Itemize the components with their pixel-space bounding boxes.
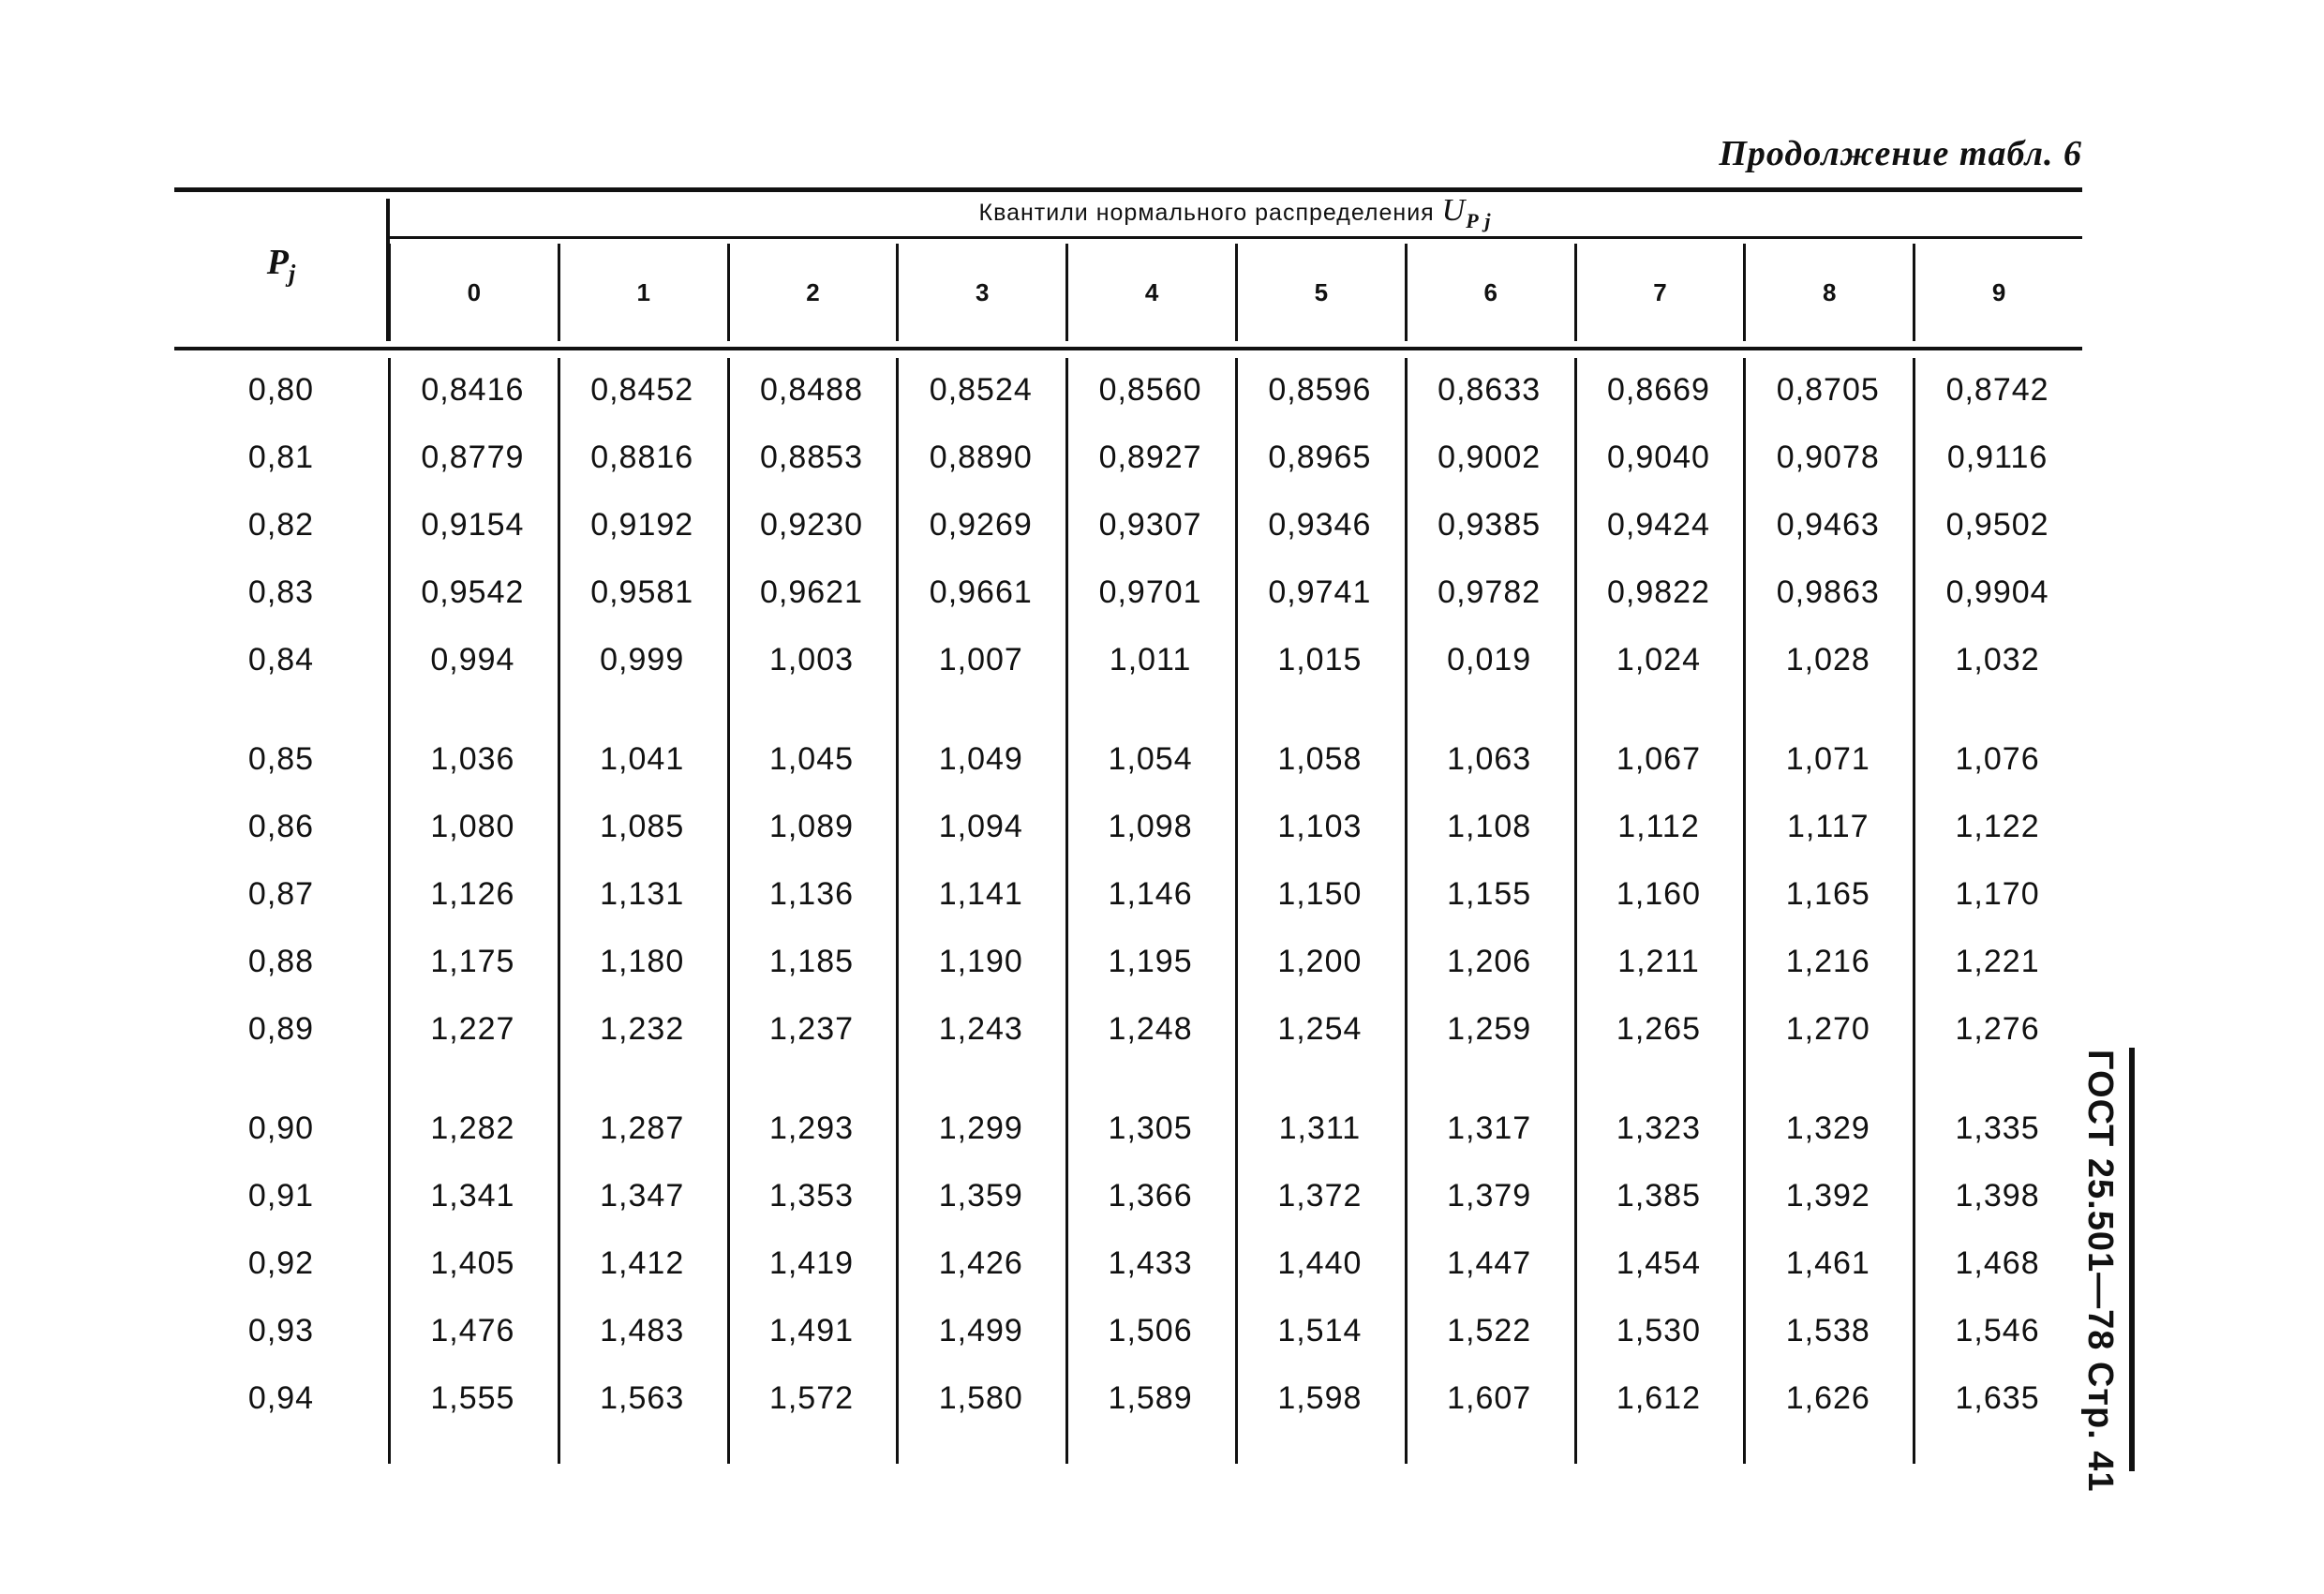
quantile-cell: 0,8560 [1098,371,1202,408]
quantile-cell: 1,054 [1108,740,1193,777]
side-label-bar [2129,1048,2135,1471]
quantile-cell: 1,155 [1447,875,1532,912]
quantile-cell: 0,9661 [929,574,1033,610]
quantile-cell: 1,089 [768,808,855,844]
quantile-cell: 1,589 [1108,1379,1193,1416]
quantile-cell: 1,259 [1447,1010,1532,1047]
quantile-cell: 1,379 [1447,1177,1532,1214]
quantile-cell: 1,117 [1786,808,1870,844]
quantile-cell: 0,9154 [421,506,525,543]
quantile-cell: 1,282 [430,1110,515,1146]
quantile-cell: 1,243 [938,1010,1023,1047]
quantile-cell: 0,8816 [590,439,694,475]
quantile-cell: 0,8596 [1268,371,1372,408]
header-sub-rule [388,236,2082,239]
table-row [174,559,2082,626]
quantile-cell: 0,8742 [1945,371,2049,408]
quantile-cell: 1,293 [768,1110,855,1146]
quantile-cell: 1,522 [1447,1312,1532,1348]
quantile-cell: 1,211 [1617,943,1700,979]
quantile-cell: 1,122 [1955,808,2040,844]
probability-cell: 0,88 [247,943,315,979]
quantile-cell: 1,071 [1785,740,1870,777]
quantiles-group-header: Квантили нормального распределения $U_{P j}$ [978,193,1492,232]
quantile-cell: 0,8669 [1606,371,1710,408]
probability-cell: 0,92 [247,1244,315,1281]
quantile-cell: 1,433 [1108,1244,1193,1281]
quantile-cell: 1,335 [1955,1110,2040,1146]
quantile-cell: 1,353 [768,1177,855,1214]
quantile-cell: 1,311 [1278,1110,1362,1146]
quantile-cell: 1,041 [600,740,685,777]
quantile-cell: 1,098 [1108,808,1193,844]
quantile-cell: 0,8452 [590,371,694,408]
quantile-cell: 1,483 [600,1312,685,1348]
quantile-cell: 1,011 [1109,641,1192,678]
table-row [174,1364,2082,1432]
quantile-cell: 0,8779 [421,439,525,475]
quantile-cell: 1,440 [1277,1244,1363,1281]
table-top-rule [174,187,2082,192]
quantile-cell: 1,392 [1785,1177,1870,1214]
quantile-cell: 1,468 [1955,1244,2040,1281]
quantile-cell: 0,9307 [1098,506,1202,543]
quantile-cell: 0,9502 [1945,506,2049,543]
quantile-cell: 0,9192 [590,506,694,543]
quantile-cell: 0,9385 [1438,506,1542,543]
quantile-cell: 1,058 [1277,740,1363,777]
quantile-cell: 1,317 [1447,1110,1532,1146]
quantile-cell: 1,580 [938,1379,1023,1416]
quantile-cell: 1,514 [1277,1312,1363,1348]
quantile-cell: 1,049 [938,740,1023,777]
quantile-cell: 0,8416 [421,371,525,408]
quantile-cell: 0,8524 [929,371,1033,408]
probability-cell: 0,86 [247,808,315,844]
standard-page-label: ГОСТ 25.501—78 Стр. 41 [2080,1050,2120,1493]
quantile-cell: 1,024 [1616,641,1702,678]
quantile-cell: 0,9116 [1946,439,2048,475]
quantile-cell: 1,141 [938,875,1023,912]
quantile-cell: 1,045 [768,740,855,777]
table-caption: Продолжение табл. 6 [1719,134,2082,173]
quantile-cell: 1,206 [1447,943,1532,979]
table-row [174,491,2082,559]
table-row [174,1162,2082,1229]
quantile-cell: 0,9863 [1776,574,1880,610]
quantile-cell: 1,612 [1616,1379,1702,1416]
probability-cell: 0,87 [247,875,315,912]
probability-cell: 0,94 [247,1379,315,1416]
quantile-cell: 1,276 [1955,1010,2040,1047]
quantile-cell: 1,185 [768,943,855,979]
quantile-cell: 1,426 [938,1244,1023,1281]
probability-cell: 0,93 [247,1312,315,1348]
quantile-cell: 1,546 [1955,1312,2040,1348]
probability-cell: 0,82 [247,506,315,543]
quantile-cell: 0,9040 [1606,439,1710,475]
quantile-cell: 0,9002 [1438,439,1542,475]
table-row [174,1095,2082,1162]
quantile-cell: 1,028 [1785,641,1870,678]
quantile-cell: 1,359 [938,1177,1023,1214]
quantile-cell: 1,366 [1108,1177,1193,1214]
quantile-cell: 0,9424 [1606,506,1710,543]
quantile-cell: 1,635 [1955,1379,2040,1416]
probability-cell: 0,91 [247,1177,315,1214]
quantile-cell: 1,067 [1616,740,1702,777]
quantile-cell: 1,112 [1617,808,1700,844]
quantile-cell: 1,007 [938,641,1023,678]
quantile-cell: 0,9078 [1776,439,1880,475]
quantile-cell: 1,170 [1955,875,2040,912]
quantile-cell: 1,076 [1955,740,2040,777]
quantile-cell: 1,216 [1785,943,1870,979]
quantile-cell: 1,036 [430,740,515,777]
quantile-cell: 1,461 [1785,1244,1870,1281]
column-number-header: 0 [388,244,558,341]
quantile-cell: 0,9741 [1268,574,1372,610]
quantile-cell: 1,329 [1785,1110,1870,1146]
quantile-cell: 0,8927 [1098,439,1202,475]
quantile-cell: 1,254 [1277,1010,1363,1047]
column-number-header: 7 [1574,244,1744,341]
quantile-cell: 1,299 [938,1110,1023,1146]
quantile-cell: 0,019 [1447,641,1532,678]
quantile-cell: 1,146 [1108,875,1193,912]
table-row [174,928,2082,995]
column-number-header: 3 [896,244,1065,341]
quantile-cell: 1,131 [600,875,685,912]
quantile-cell: 1,563 [600,1379,685,1416]
quantile-cell: 0,8965 [1268,439,1372,475]
probability-cell: 0,90 [247,1110,315,1146]
quantile-cell: 0,9701 [1098,574,1202,610]
probability-cell: 0,80 [247,371,315,408]
quantile-cell: 1,165 [1785,875,1870,912]
quantile-cell: 0,8705 [1776,371,1880,408]
quantile-cell: 1,341 [430,1177,515,1214]
quantile-cell: 1,195 [1108,943,1193,979]
quantile-cell: 0,9542 [421,574,525,610]
quantile-cell: 1,530 [1616,1312,1702,1348]
quantile-cell: 1,347 [600,1177,685,1214]
quantile-cell: 0,9904 [1945,574,2049,610]
quantile-cell: 1,372 [1277,1177,1363,1214]
quantile-cell: 1,476 [430,1312,515,1348]
quantile-cell: 1,032 [1955,641,2040,678]
quantile-cell: 0,9822 [1606,574,1710,610]
quantile-cell: 1,227 [430,1010,515,1047]
quantile-cell: 1,190 [938,943,1023,979]
table-row [174,995,2082,1063]
quantile-cell: 1,323 [1616,1110,1702,1146]
p-column-header: $P_j$ [266,243,296,288]
column-number-header: 9 [1913,244,2082,341]
quantile-cell: 0,9346 [1268,506,1372,543]
quantile-cell: 1,398 [1955,1177,2040,1214]
quantile-cell: 0,994 [430,641,515,678]
quantile-cell: 1,126 [430,875,515,912]
probability-cell: 0,84 [247,641,315,678]
quantile-cell: 1,405 [430,1244,515,1281]
quantile-cell: 1,160 [1616,875,1702,912]
table-row [174,626,2082,693]
quantile-cell: 1,491 [768,1312,855,1348]
quantile-cell: 0,9581 [590,574,694,610]
quantile-cell: 1,506 [1108,1312,1193,1348]
quantile-cell: 0,8853 [759,439,863,475]
column-number-header: 1 [558,244,727,341]
quantile-cell: 1,232 [600,1010,685,1047]
quantile-cell: 1,598 [1277,1379,1363,1416]
table-row [174,793,2082,860]
quantile-cell: 1,265 [1616,1010,1702,1047]
quantile-cell: 1,454 [1616,1244,1702,1281]
quantile-cell: 1,175 [430,943,515,979]
quantile-cell: 0,9463 [1776,506,1880,543]
quantile-cell: 1,412 [600,1244,685,1281]
quantile-cell: 1,419 [768,1244,855,1281]
table-body [174,356,2082,1432]
quantile-cell: 1,237 [768,1010,855,1047]
table-row [174,1229,2082,1297]
quantile-cell: 1,447 [1447,1244,1532,1281]
quantile-cell: 1,385 [1616,1177,1702,1214]
quantile-cell: 0,8890 [929,439,1033,475]
quantile-cell: 1,248 [1108,1010,1193,1047]
quantile-cell: 1,555 [430,1379,515,1416]
quantile-cell: 1,200 [1277,943,1363,979]
quantile-cell: 1,003 [768,641,855,678]
quantile-cell: 1,287 [600,1110,685,1146]
quantile-cell: 1,180 [600,943,685,979]
quantile-cell: 1,103 [1277,808,1363,844]
quantile-cell: 0,999 [600,641,685,678]
quantile-cell: 1,150 [1277,875,1363,912]
quantile-cell: 1,607 [1447,1379,1532,1416]
quantile-cell: 1,015 [1277,641,1363,678]
quantile-cell: 0,9230 [759,506,863,543]
table-row [174,1297,2082,1364]
column-number-header: 5 [1235,244,1405,341]
quantile-cell: 1,270 [1785,1010,1870,1047]
quantile-cell: 1,085 [600,808,685,844]
table-row [174,356,2082,424]
quantile-cell: 0,9782 [1438,574,1542,610]
quantile-cell: 0,8488 [759,371,863,408]
quantile-cell: 1,080 [430,808,515,844]
table-row [174,860,2082,928]
header-bottom-rule [174,347,2082,350]
quantile-cell: 1,499 [938,1312,1023,1348]
quantile-cell: 1,221 [1955,943,2040,979]
column-number-header: 4 [1065,244,1235,341]
column-number-row [388,244,2082,341]
quantile-cell: 0,9621 [759,574,863,610]
quantile-cell: 1,108 [1447,808,1532,844]
quantile-cell: 1,626 [1785,1379,1870,1416]
quantile-cell: 1,538 [1785,1312,1870,1348]
quantile-cell: 1,136 [768,875,855,912]
probability-cell: 0,85 [247,740,315,777]
column-number-header: 8 [1743,244,1913,341]
quantile-cell: 1,572 [768,1379,855,1416]
probability-cell: 0,83 [247,574,315,610]
quantile-cell: 1,063 [1447,740,1532,777]
quantile-cell: 1,305 [1108,1110,1193,1146]
quantile-cell: 0,8633 [1438,371,1542,408]
probability-cell: 0,81 [247,439,315,475]
table-row [174,725,2082,793]
quantile-cell: 0,9269 [929,506,1033,543]
quantile-cell: 1,094 [938,808,1023,844]
column-number-header: 2 [727,244,897,341]
column-number-header: 6 [1405,244,1574,341]
table-row [174,424,2082,491]
probability-cell: 0,89 [247,1010,315,1047]
